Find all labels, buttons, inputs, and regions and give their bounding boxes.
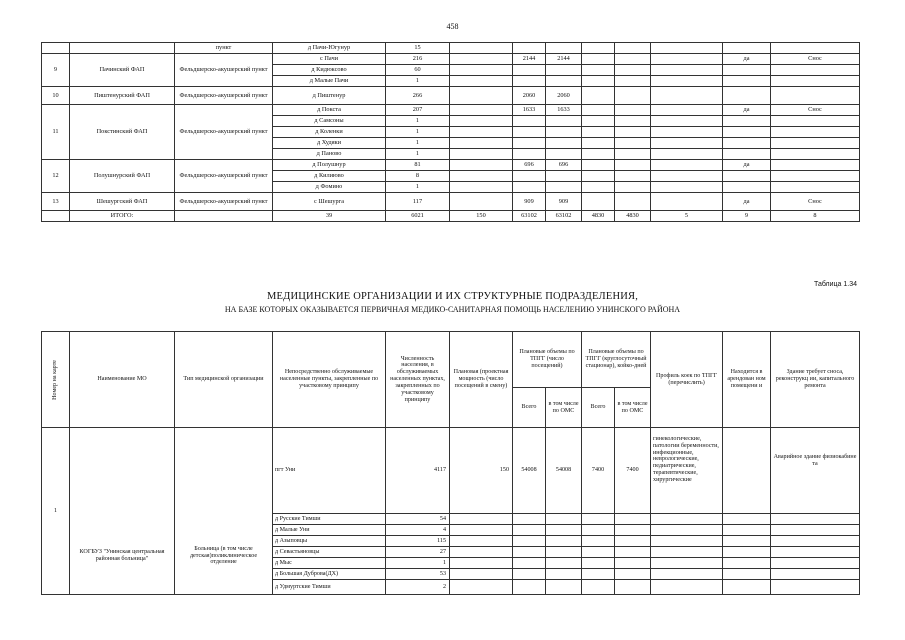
population-value: 1 <box>386 116 450 127</box>
table-caption: Таблица 1.34 <box>813 281 857 288</box>
cell-note <box>771 116 860 127</box>
cell-v-all <box>513 127 546 138</box>
cell-s-all <box>582 116 615 127</box>
cell-s-oms <box>615 171 651 182</box>
cell-v-oms: 1633 <box>546 105 582 116</box>
cell-s-all <box>582 76 615 87</box>
cell-cap <box>450 54 513 65</box>
row-number: 12 <box>42 160 70 193</box>
cell-v-oms <box>546 65 582 76</box>
mo-number: 1 <box>42 428 70 595</box>
cell-v-all <box>513 138 546 149</box>
cell-rent: да <box>723 160 771 171</box>
cell-s-oms <box>615 193 651 211</box>
cell-v-all <box>513 171 546 182</box>
header-name: Наименование МО <box>70 332 175 428</box>
population-value: 81 <box>386 160 450 171</box>
cell-rent: да <box>723 193 771 211</box>
cell-s-all <box>582 193 615 211</box>
cell-rent <box>723 127 771 138</box>
cell-note <box>771 76 860 87</box>
cell-cap <box>450 149 513 160</box>
stationary-oms-value: 7400 <box>615 428 651 514</box>
place-name: д Малые Уни <box>273 525 386 536</box>
cell-v-oms <box>546 43 582 54</box>
total-stationary-all: 4830 <box>582 211 615 222</box>
cell-prof <box>651 76 723 87</box>
row-number: 10 <box>42 87 70 105</box>
header-num: Номер на карте <box>42 332 70 428</box>
header-visits: Плановые объемы по ТПГГ (число посещений) <box>513 332 582 388</box>
cell-s-all <box>582 105 615 116</box>
population-value: 216 <box>386 54 450 65</box>
fap-name <box>70 43 175 54</box>
cell-s-all <box>582 54 615 65</box>
place-name: д Коленки <box>273 127 386 138</box>
cell-v-oms: 2060 <box>546 87 582 105</box>
cell-prof <box>651 43 723 54</box>
cell-cap <box>450 87 513 105</box>
cell-v-all <box>513 116 546 127</box>
total-stationary-oms: 4830 <box>615 211 651 222</box>
total-visits-all: 63102 <box>513 211 546 222</box>
cell-prof <box>651 149 723 160</box>
cell-s-all <box>582 127 615 138</box>
cell-v-oms: 909 <box>546 193 582 211</box>
cell-cap <box>450 193 513 211</box>
place-name: д Мыс <box>273 558 386 569</box>
cell-s-all <box>582 43 615 54</box>
table-row <box>42 105 860 116</box>
population-value: 4 <box>386 525 450 536</box>
cell-s-all <box>582 160 615 171</box>
place-name: д Фомино <box>273 182 386 193</box>
header-places: Непосредственно обслуживаемые населенные пункты, закрепленные по участковому принципу <box>273 332 386 428</box>
cell-v-oms <box>546 138 582 149</box>
cell-s-oms <box>615 138 651 149</box>
cell-note <box>771 87 860 105</box>
population-value: 2 <box>386 580 450 595</box>
place-name: д Худяки <box>273 138 386 149</box>
cell-note <box>771 160 860 171</box>
cell-cap <box>450 182 513 193</box>
population-value: 8 <box>386 171 450 182</box>
facility-type: Фельдшерско-акушерский пункт <box>175 193 273 211</box>
cell-note <box>771 127 860 138</box>
population-value: 117 <box>386 193 450 211</box>
cell-s-oms <box>615 105 651 116</box>
cell-s-oms <box>615 116 651 127</box>
cell-v-oms <box>546 76 582 87</box>
population-value: 4117 <box>386 428 450 514</box>
cell-s-oms <box>615 127 651 138</box>
cell-v-all <box>513 76 546 87</box>
cell-note <box>771 43 860 54</box>
place-name: д Кидюксово <box>273 65 386 76</box>
cell-s-oms <box>615 54 651 65</box>
row-number: 9 <box>42 54 70 87</box>
header-stationary-all: Всего <box>582 388 615 428</box>
cell-cap <box>450 43 513 54</box>
cell-v-all <box>513 149 546 160</box>
cell-v-oms <box>546 149 582 160</box>
place-name: д Покста <box>273 105 386 116</box>
table-row <box>42 54 860 65</box>
cell-note <box>771 182 860 193</box>
population-value: 1 <box>386 558 450 569</box>
row-number: 13 <box>42 193 70 211</box>
cell-prof <box>651 54 723 65</box>
population-value: 1 <box>386 182 450 193</box>
header-profile: Профиль коек по ТПГГ (перечислить) <box>651 332 723 428</box>
total-spacer <box>42 211 70 222</box>
header-rent: Находится в арендован ном помещени и <box>723 332 771 428</box>
population-value: 15 <box>386 43 450 54</box>
cell-s-oms <box>615 87 651 105</box>
population-value: 1 <box>386 127 450 138</box>
total-note: 8 <box>771 211 860 222</box>
total-capacity: 150 <box>450 211 513 222</box>
cell-prof <box>651 138 723 149</box>
building-status: Аварийное здание физиокабине та <box>771 428 860 514</box>
fap-name: Шешургский ФАП <box>70 193 175 211</box>
rent-value <box>723 428 771 514</box>
cell-v-all: 1633 <box>513 105 546 116</box>
population-value: 1 <box>386 138 450 149</box>
cell-cap <box>450 105 513 116</box>
population-value: 53 <box>386 569 450 580</box>
cell-prof <box>651 87 723 105</box>
cell-v-oms <box>546 171 582 182</box>
cell-v-all <box>513 43 546 54</box>
cell-rent <box>723 43 771 54</box>
facility-type: Фельдшерско-акушерский пункт <box>175 54 273 87</box>
cell-prof <box>651 116 723 127</box>
table-row <box>42 43 860 54</box>
stationary-all-value: 7400 <box>582 428 615 514</box>
header-stationary-oms: в том числе по ОМС <box>615 388 651 428</box>
cell-rent <box>723 138 771 149</box>
cell-v-all <box>513 182 546 193</box>
place-name: д Русские Тимши <box>273 514 386 525</box>
capacity-value: 150 <box>450 428 513 514</box>
place-name: д Паново <box>273 149 386 160</box>
place-name: д Пачи-Югунур <box>273 43 386 54</box>
cell-prof <box>651 160 723 171</box>
cell-s-all <box>582 138 615 149</box>
cell-rent: да <box>723 105 771 116</box>
header-population: Численность населения, в обслуживаемых населенных пунктах, закрепленных по участковому принципу <box>386 332 450 428</box>
total-profile: 5 <box>651 211 723 222</box>
cell-cap <box>450 160 513 171</box>
cell-prof <box>651 127 723 138</box>
cell-v-oms <box>546 116 582 127</box>
place-name: д Полушнур <box>273 160 386 171</box>
facility-type: пункт <box>175 43 273 54</box>
cell-prof <box>651 193 723 211</box>
place-name: с Пачи <box>273 54 386 65</box>
cell-note: Снос <box>771 105 860 116</box>
population-value: 27 <box>386 547 450 558</box>
medical-organizations-table <box>41 331 860 595</box>
place-name: д Севастьяновцы <box>273 547 386 558</box>
cell-rent <box>723 65 771 76</box>
facility-type: Фельдшерско-акушерский пункт <box>175 105 273 160</box>
cell-rent <box>723 171 771 182</box>
fap-table-continued <box>41 42 860 222</box>
cell-note: Снос <box>771 193 860 211</box>
cell-s-all <box>582 87 615 105</box>
table-row <box>42 428 860 514</box>
visits-all-value: 54008 <box>513 428 546 514</box>
cell-cap <box>450 116 513 127</box>
page-number: 458 <box>446 22 459 31</box>
total-spacer <box>175 211 273 222</box>
section-subtitle: НА БАЗЕ КОТОРЫХ ОКАЗЫВАЕТСЯ ПЕРВИЧНАЯ МЕДИКО-САНИТАРНАЯ ПОМОЩЬ НАСЕЛЕНИЮ УНИНСКОГО РАЙОНА <box>224 305 681 314</box>
facility-type: Фельдшерско-акушерский пункт <box>175 160 273 193</box>
cell-note <box>771 138 860 149</box>
section-title: МЕДИЦИНСКИЕ ОРГАНИЗАЦИИ И ИХ СТРУКТУРНЫЕ ПОДРАЗДЕЛЕНИЯ, <box>266 291 639 302</box>
total-row <box>42 211 860 222</box>
cell-v-oms <box>546 182 582 193</box>
population-value: 1 <box>386 149 450 160</box>
cell-s-all <box>582 149 615 160</box>
fap-name: Покстинский ФАП <box>70 105 175 160</box>
fap-name: Пиштенурский ФАП <box>70 87 175 105</box>
cell-s-oms <box>615 160 651 171</box>
table-row <box>42 160 860 171</box>
cell-rent <box>723 87 771 105</box>
place-name: д Большая Дуброва(ДХ) <box>273 569 386 580</box>
cell-s-oms <box>615 43 651 54</box>
cell-s-all <box>582 171 615 182</box>
cell-s-oms <box>615 76 651 87</box>
cell-s-oms <box>615 65 651 76</box>
total-visits-oms: 63102 <box>546 211 582 222</box>
cell-cap <box>450 65 513 76</box>
table-row <box>42 87 860 105</box>
cell-s-all <box>582 182 615 193</box>
header-building: Здание требует сноса, реконструкц ии, капитального ремонта <box>771 332 860 428</box>
cell-v-all: 2060 <box>513 87 546 105</box>
header-stationary: Плановые объемы по ТПГГ (круглосуточный стационар), койко-дней <box>582 332 651 388</box>
population-value: 115 <box>386 536 450 547</box>
population-value: 60 <box>386 65 450 76</box>
cell-cap <box>450 127 513 138</box>
population-value: 266 <box>386 87 450 105</box>
cell-v-oms: 2144 <box>546 54 582 65</box>
cell-prof <box>651 171 723 182</box>
cell-prof <box>651 105 723 116</box>
population-value: 1 <box>386 76 450 87</box>
cell-note <box>771 171 860 182</box>
cell-s-all <box>582 65 615 76</box>
cell-v-all <box>513 65 546 76</box>
fap-name: Пачинский ФАП <box>70 54 175 87</box>
cell-rent: да <box>723 54 771 65</box>
total-population-2: 6021 <box>386 211 450 222</box>
mo-name: КОГБУЗ "Унинская центральная районная больница" <box>70 428 175 595</box>
population-value: 54 <box>386 514 450 525</box>
place-name: д Азыповцы <box>273 536 386 547</box>
place-name: пгт Уни <box>273 428 386 514</box>
place-name: д Удмуртские Тимши <box>273 580 386 595</box>
cell-rent <box>723 149 771 160</box>
mo-type: Больница (в том числе детская)поликлиническое отделение <box>175 428 273 595</box>
cell-note <box>771 149 860 160</box>
cell-v-oms <box>546 127 582 138</box>
cell-v-oms: 696 <box>546 160 582 171</box>
cell-note: Снос <box>771 54 860 65</box>
total-population: 39 <box>273 211 386 222</box>
header-type: Тип медицинской организации <box>175 332 273 428</box>
cell-prof <box>651 65 723 76</box>
place-name: д Малые Пачи <box>273 76 386 87</box>
total-label: ИТОГО: <box>70 211 175 222</box>
cell-rent <box>723 182 771 193</box>
cell-prof <box>651 182 723 193</box>
header-visits-oms: в том числе по ОМС <box>546 388 582 428</box>
cell-s-oms <box>615 149 651 160</box>
cell-v-all: 2144 <box>513 54 546 65</box>
cell-rent <box>723 116 771 127</box>
total-rent: 9 <box>723 211 771 222</box>
header-visits-all: Всего <box>513 388 546 428</box>
fap-name: Полушнурский ФАП <box>70 160 175 193</box>
visits-oms-value: 54008 <box>546 428 582 514</box>
place-name: д Самсоны <box>273 116 386 127</box>
cell-s-oms <box>615 182 651 193</box>
cell-v-all: 909 <box>513 193 546 211</box>
row-number <box>42 43 70 54</box>
bed-profile: гинекологические, патологии беременности, инфекционные, неврологические, педиатрические, терапевтические, хирургические <box>651 428 723 514</box>
cell-note <box>771 65 860 76</box>
place-name: д Килиюво <box>273 171 386 182</box>
header-capacity: Плановая (проектная мощность (число посещений в смену) <box>450 332 513 428</box>
row-number: 11 <box>42 105 70 160</box>
facility-type: Фельдшерско-акушерский пункт <box>175 87 273 105</box>
cell-cap <box>450 76 513 87</box>
place-name: с Шешурга <box>273 193 386 211</box>
cell-cap <box>450 138 513 149</box>
cell-cap <box>450 171 513 182</box>
cell-rent <box>723 76 771 87</box>
place-name: д Пиштенур <box>273 87 386 105</box>
population-value: 207 <box>386 105 450 116</box>
cell-v-all: 696 <box>513 160 546 171</box>
table-row <box>42 193 860 211</box>
